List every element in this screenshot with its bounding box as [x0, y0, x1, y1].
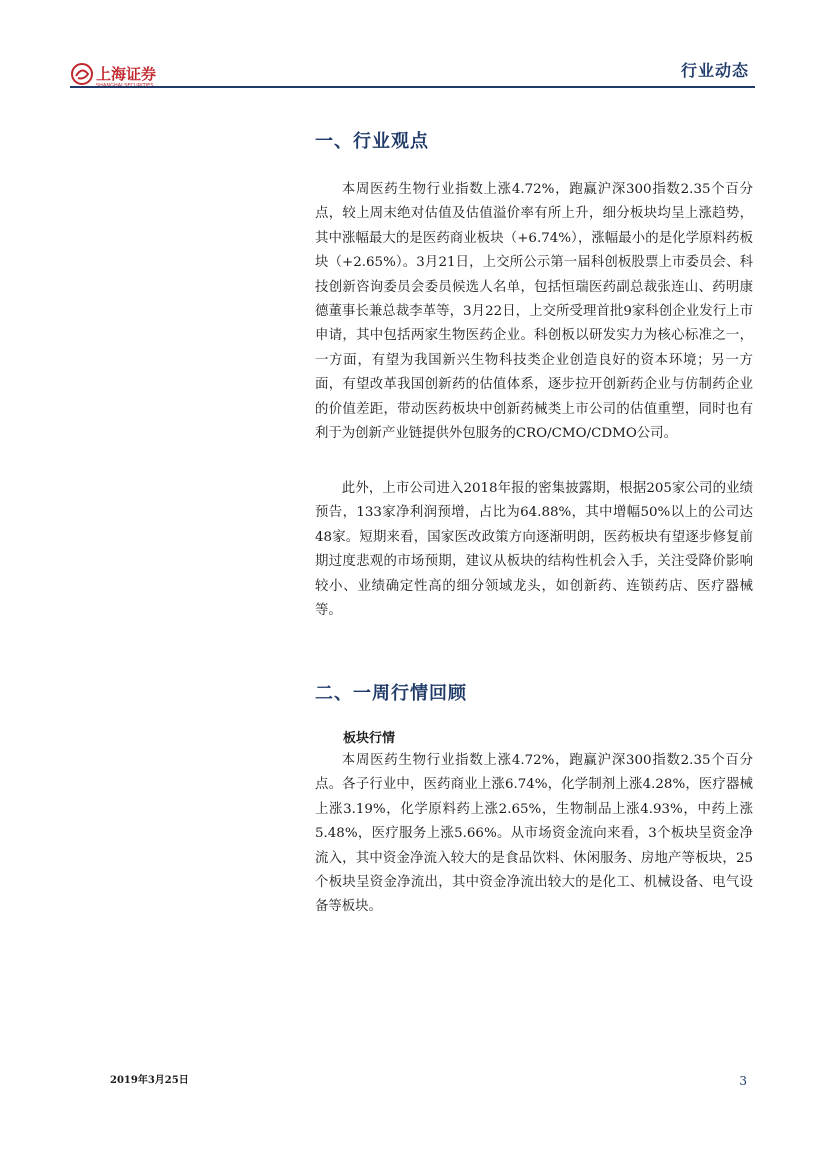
paragraph-text: 本周医药生物行业指数上涨4.72%，跑赢沪深300指数2.35个百分点。各子行业中，医药商业上涨6.74%，化学制剂上涨4.28%，医疗器械上涨3.19%，化学原料药上涨2.65%，生物制品上涨4.93%，中药上涨5.48%，医疗服务上涨5.66%。从市场资金流向来看，3个板块呈资金净流入，其中资金净流入较大的是食品饮料、休闲服务、房地产等板块，25个板块呈资金净流出，其中资金净流出较大的是化工、机械设备、电气设备等板块。	[315, 753, 753, 915]
section-heading-weekly-review: 二、一周行情回顾	[315, 683, 467, 704]
subheading-sector-market: 板块行情	[343, 731, 396, 746]
body-paragraph	[315, 477, 753, 623]
body-paragraph	[315, 178, 753, 446]
paragraph-text: 此外，上市公司进入2018年报的密集披露期，根据205家公司的业绩预告，133家净利润预增，占比为64.88%，其中增幅50%以上的公司达48家。短期来看，国家医改政策方向逐渐明朗，医药板块有望逐步修复前期过度悲观的市场预期，建议从板块的结构性机会入手，关注受降价影响较小、业绩确定性高的细分领域龙头，如创新药、连锁药店、医疗器械等。	[315, 481, 753, 619]
company-logo	[70, 62, 180, 88]
paragraph-text: 本周医药生物行业指数上涨4.72%，跑赢沪深300指数2.35个百分点，较上周末绝对估值及估值溢价率有所上升，细分板块均呈上涨趋势，其中涨幅最大的是医药商业板块（+6.74%），涨幅最小的是化学原料药板块（+2.65%）。3月21日，上交所公示第一届科创板股票上市委员会、科技创新咨询委员会委员候选人名单，包括恒瑞医药副总裁张连山、药明康德董事长兼总裁李革等，3月22日，上交所受理首批9家科创企业发行上市申请，其中包括两家生物医药企业。科创板以研发实力为核心标准之一，一方面，有望为我国新兴生物科技类企业创造良好的资本环境；另一方面，有望改革我国创新药的估值体系，逐步拉开创新药企业与仿制药企业的价值差距，带动医药板块中创新药械类上市公司的估值重塑，同时也有利于为创新产业链提供外包服务的CRO/CMO/CDMO公司。	[315, 182, 753, 442]
header-divider	[70, 86, 755, 88]
logo-text: 上海证券	[96, 65, 157, 83]
page-number: 3	[739, 1074, 747, 1088]
body-paragraph	[315, 749, 753, 920]
section-label: 行业动态	[680, 61, 749, 80]
report-date: 2019年3月25日	[110, 1075, 189, 1086]
section-heading-industry-view: 一、行业观点	[315, 131, 429, 152]
